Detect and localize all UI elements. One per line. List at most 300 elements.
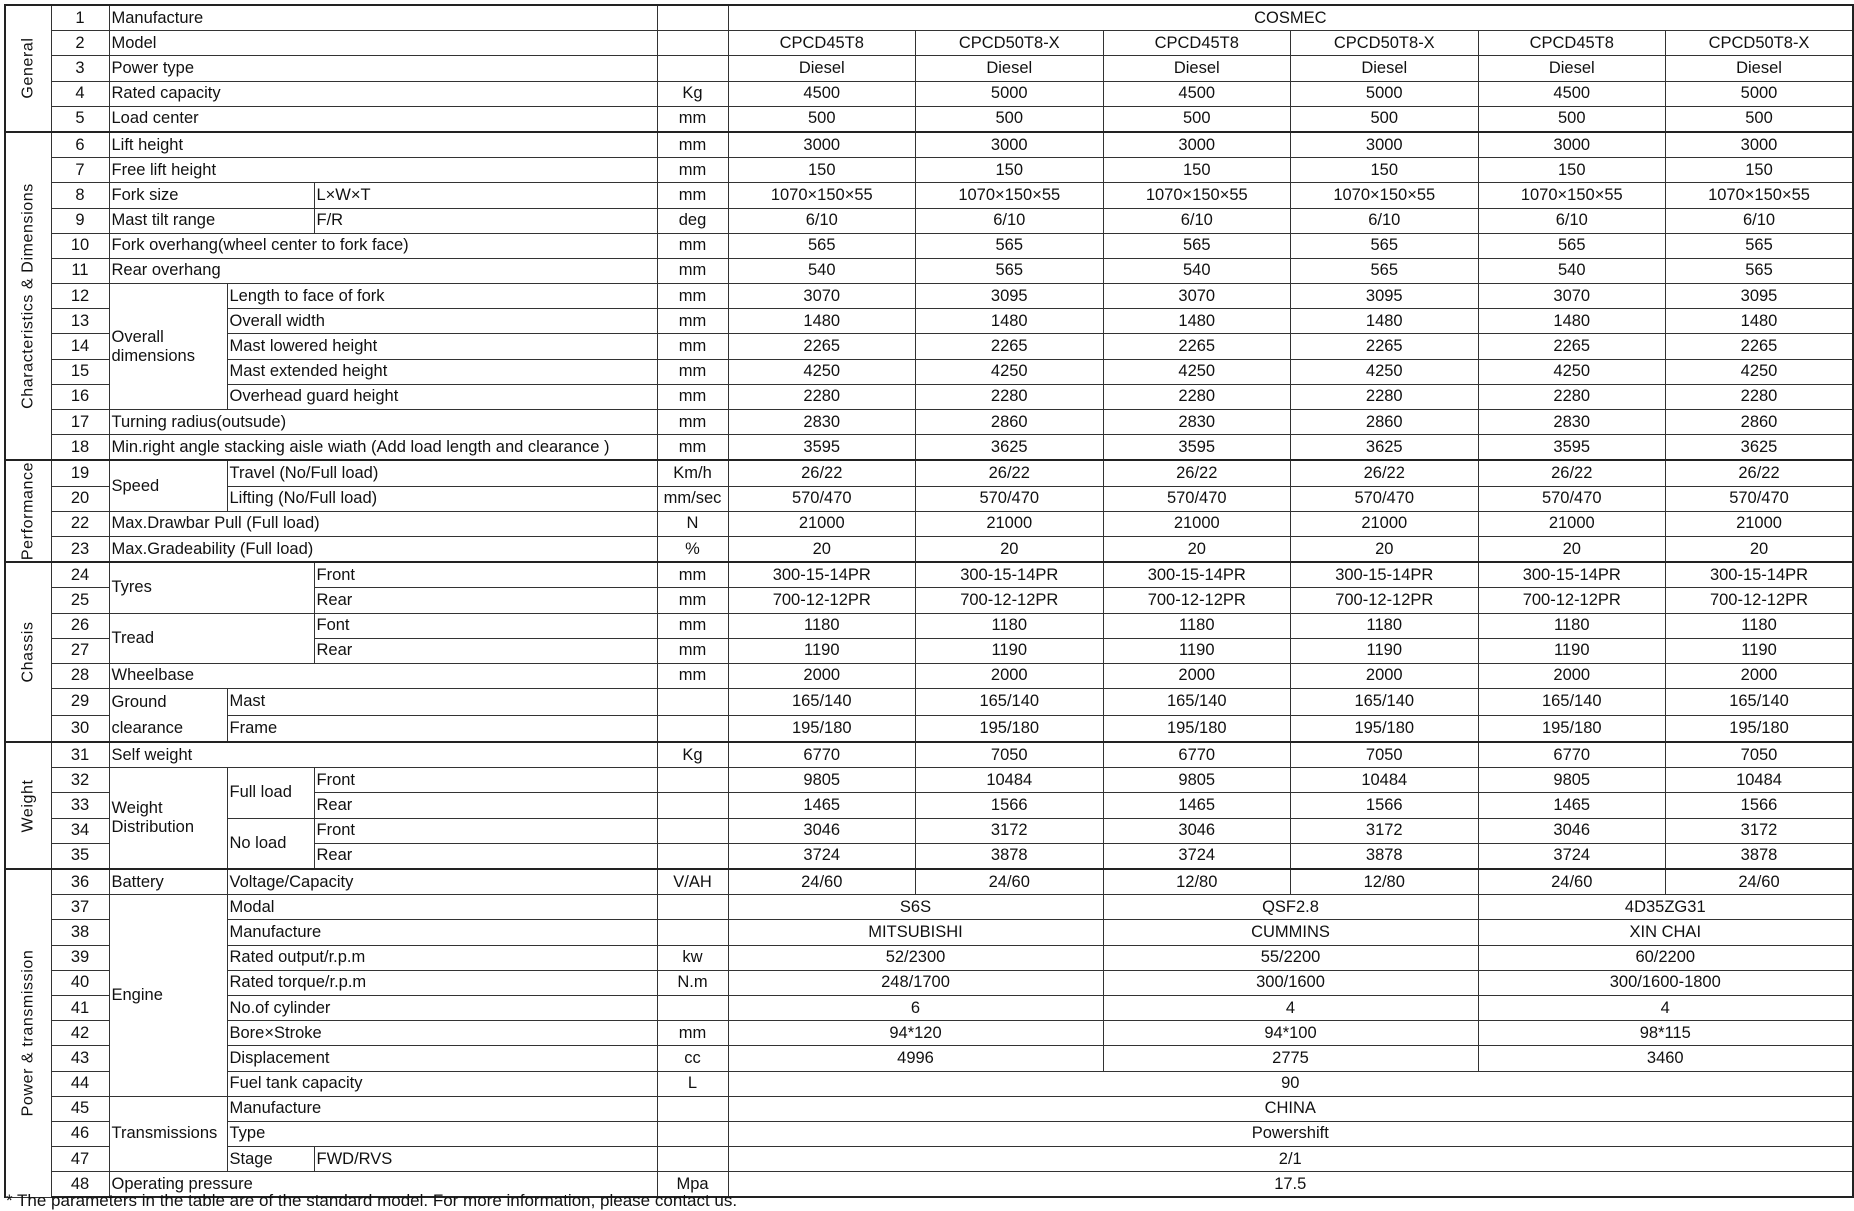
value-cell: 6/10	[728, 208, 916, 233]
value-cell: 1180	[728, 613, 916, 638]
row-number: 45	[51, 1096, 109, 1121]
row-number: 34	[51, 818, 109, 843]
parameter-label: Font	[314, 613, 657, 638]
value-cell: 3046	[1103, 818, 1291, 843]
unit-cell	[657, 31, 728, 56]
unit-cell: N	[657, 511, 728, 536]
parameter-label: Rear	[314, 638, 657, 663]
value-cell: 1180	[1478, 613, 1666, 638]
table-row	[5, 742, 1853, 768]
row-number: 16	[51, 384, 109, 409]
value-cell: 21000	[1103, 511, 1291, 536]
value-cell: Diesel	[1103, 56, 1291, 81]
value-cell: 2830	[1103, 410, 1291, 435]
value-cell: 2280	[728, 384, 916, 409]
row-number: 37	[51, 895, 109, 920]
table-row	[5, 158, 1853, 183]
table-row	[5, 334, 1853, 359]
value-cell: 165/140	[916, 689, 1104, 715]
value-cell: 10484	[1666, 768, 1854, 793]
unit-cell: mm	[657, 562, 728, 588]
parameter-label: Self weight	[109, 742, 657, 768]
value-cell: 1070×150×55	[1666, 183, 1854, 208]
value-cell: 150	[1666, 158, 1854, 183]
value-cell: 3070	[1103, 284, 1291, 309]
value-cell: 4500	[728, 81, 916, 106]
unit-cell: mm	[657, 309, 728, 334]
value-cell: 2000	[728, 663, 916, 688]
value-cell: 3595	[1103, 435, 1291, 461]
unit-cell: mm	[657, 1021, 728, 1046]
value-cell: 5000	[916, 81, 1104, 106]
parameter-label: Operating pressure	[109, 1172, 657, 1198]
parameter-label: Tyres	[109, 562, 314, 613]
value-cell: 26/22	[1291, 460, 1479, 486]
value-cell: 3095	[1666, 284, 1854, 309]
parameter-label: Mast tilt range	[109, 208, 314, 233]
row-number: 46	[51, 1121, 109, 1146]
value-cell: 1070×150×55	[728, 183, 916, 208]
value-cell: CPCD45T8	[1103, 31, 1291, 56]
row-number: 36	[51, 869, 109, 895]
value-cell: 20	[728, 536, 916, 562]
value-cell: 1070×150×55	[916, 183, 1104, 208]
row-number: 12	[51, 284, 109, 309]
value-cell: 12/80	[1291, 869, 1479, 895]
unit-cell	[657, 768, 728, 793]
value-cell: 6/10	[1291, 208, 1479, 233]
row-number: 20	[51, 486, 109, 511]
row-number: 38	[51, 920, 109, 945]
value-cell: 21000	[1478, 511, 1666, 536]
table-row	[5, 1121, 1853, 1146]
value-cell: 165/140	[1666, 689, 1854, 715]
parameter-label: Fork overhang(wheel center to fork face)	[109, 233, 657, 258]
unit-cell	[657, 689, 728, 715]
unit-cell: mm	[657, 359, 728, 384]
parameter-label: Lifting (No/Full load)	[227, 486, 657, 511]
unit-cell: deg	[657, 208, 728, 233]
row-number: 15	[51, 359, 109, 384]
unit-cell: mm	[657, 588, 728, 613]
value-cell: 21000	[728, 511, 916, 536]
value-cell: 3595	[728, 435, 916, 461]
parameter-label: Min.right angle stacking aisle wiath (Add load length and clearance )	[109, 435, 657, 461]
unit-cell	[657, 995, 728, 1020]
value-cell: 2265	[1478, 334, 1666, 359]
value-cell: 10484	[1291, 768, 1479, 793]
category-text: Weight	[19, 778, 37, 833]
value-cell: 165/140	[728, 689, 916, 715]
value-cell: 2830	[728, 410, 916, 435]
value-cell: 20	[916, 536, 1104, 562]
row-number: 5	[51, 106, 109, 132]
row-number: 19	[51, 460, 109, 486]
unit-cell	[657, 843, 728, 869]
row-number: 41	[51, 995, 109, 1020]
category-text: General	[19, 37, 37, 100]
value-cell: 3724	[1103, 843, 1291, 869]
row-number: 22	[51, 511, 109, 536]
parameter-label: Manufacture	[227, 1096, 657, 1121]
parameter-label: Travel (No/Full load)	[227, 460, 657, 486]
row-number: 13	[51, 309, 109, 334]
value-cell: 165/140	[1103, 689, 1291, 715]
parameter-label: Full load	[227, 768, 314, 818]
value-cell: 700-12-12PR	[1103, 588, 1291, 613]
row-number: 42	[51, 1021, 109, 1046]
row-number: 32	[51, 768, 109, 793]
value-cell: 570/470	[1478, 486, 1666, 511]
unit-cell: mm	[657, 132, 728, 158]
value-cell: 3095	[916, 284, 1104, 309]
parameter-label: Rear overhang	[109, 258, 657, 283]
row-number: 30	[51, 715, 109, 742]
row-number: 27	[51, 638, 109, 663]
value-cell: Diesel	[1291, 56, 1479, 81]
value-cell: 195/180	[1103, 715, 1291, 742]
table-row	[5, 81, 1853, 106]
table-row	[5, 511, 1853, 536]
value-cell: 1480	[1103, 309, 1291, 334]
value-cell: 6/10	[1666, 208, 1854, 233]
value-cell: 300-15-14PR	[1291, 562, 1479, 588]
table-row	[5, 920, 1853, 945]
value-cell: 2000	[916, 663, 1104, 688]
value-cell: 3172	[1666, 818, 1854, 843]
value-cell: 195/180	[1291, 715, 1479, 742]
table-row	[5, 410, 1853, 435]
table-row	[5, 106, 1853, 132]
table-row	[5, 233, 1853, 258]
value-cell: Diesel	[1666, 56, 1854, 81]
value-cell: 2280	[1291, 384, 1479, 409]
value-cell: 1180	[1291, 613, 1479, 638]
value-cell: 3000	[1478, 132, 1666, 158]
value-cell: 20	[1103, 536, 1291, 562]
value-cell: 1180	[916, 613, 1104, 638]
unit-cell	[657, 5, 728, 31]
value-cell: 565	[1478, 233, 1666, 258]
table-row	[5, 818, 1853, 843]
parameter-label: Tread	[109, 613, 314, 663]
value-cell: 26/22	[728, 460, 916, 486]
value-cell: 26/22	[1478, 460, 1666, 486]
value-cell: 565	[728, 233, 916, 258]
value-cell: 700-12-12PR	[1291, 588, 1479, 613]
value-cell: CPCD50T8-X	[916, 31, 1104, 56]
value-cell: CPCD45T8	[728, 31, 916, 56]
value-cell: 570/470	[1291, 486, 1479, 511]
value-cell: 6	[728, 995, 1103, 1020]
table-row	[5, 945, 1853, 970]
value-cell: 1465	[728, 793, 916, 818]
value-cell: 94*100	[1103, 1021, 1478, 1046]
value-cell: 1480	[1666, 309, 1854, 334]
value-cell: 3000	[1291, 132, 1479, 158]
value-cell: 4	[1103, 995, 1478, 1020]
value-cell: 9805	[1103, 768, 1291, 793]
table-row	[5, 1046, 1853, 1071]
table-row	[5, 31, 1853, 56]
value-cell: 20	[1291, 536, 1479, 562]
value-cell: 55/2200	[1103, 945, 1478, 970]
parameter-label: Overall width	[227, 309, 657, 334]
value-cell: 1465	[1478, 793, 1666, 818]
value-cell: 700-12-12PR	[728, 588, 916, 613]
value-cell: CPCD50T8-X	[1666, 31, 1854, 56]
table-row	[5, 715, 1853, 742]
unit-cell	[657, 818, 728, 843]
value-cell: 300-15-14PR	[1666, 562, 1854, 588]
parameter-label: Load center	[109, 106, 657, 132]
value-cell: 1480	[1291, 309, 1479, 334]
value-cell: 1190	[728, 638, 916, 663]
value-cell: 3724	[728, 843, 916, 869]
category-text: Chassis	[19, 621, 37, 683]
value-cell: 2280	[916, 384, 1104, 409]
value-cell: 3046	[728, 818, 916, 843]
value-cell: CPCD50T8-X	[1291, 31, 1479, 56]
value-cell: 1190	[1666, 638, 1854, 663]
table-row	[5, 132, 1853, 158]
value-cell: 3625	[1291, 435, 1479, 461]
row-number: 47	[51, 1147, 109, 1172]
parameter-label: Transmissions	[109, 1096, 227, 1172]
unit-cell: V/AH	[657, 869, 728, 895]
value-cell: 700-12-12PR	[1478, 588, 1666, 613]
value-cell: 98*115	[1478, 1021, 1853, 1046]
value-cell: 300-15-14PR	[1103, 562, 1291, 588]
parameter-label: No.of cylinder	[227, 995, 657, 1020]
unit-cell: Km/h	[657, 460, 728, 486]
value-cell: 2000	[1291, 663, 1479, 688]
parameter-label: Engine	[109, 895, 227, 1097]
category-label	[5, 132, 51, 460]
value-cell: 570/470	[916, 486, 1104, 511]
value-cell: 3724	[1478, 843, 1666, 869]
table-row	[5, 562, 1853, 588]
row-number: 14	[51, 334, 109, 359]
table-row	[5, 284, 1853, 309]
parameter-label: Max.Drawbar Pull (Full load)	[109, 511, 657, 536]
row-number: 25	[51, 588, 109, 613]
value-cell: 24/60	[1478, 869, 1666, 895]
parameter-label: Rear	[314, 793, 657, 818]
unit-cell: mm	[657, 284, 728, 309]
row-number: 4	[51, 81, 109, 106]
value-cell: Powershift	[728, 1121, 1853, 1146]
value-cell: Diesel	[728, 56, 916, 81]
unit-cell: mm	[657, 613, 728, 638]
parameter-label: Max.Gradeability (Full load)	[109, 536, 657, 562]
category-text: Power & transmission	[19, 950, 37, 1117]
value-cell: 4250	[916, 359, 1104, 384]
table-row	[5, 183, 1853, 208]
value-cell: 150	[1478, 158, 1666, 183]
table-row	[5, 1021, 1853, 1046]
parameter-label: Rated torque/r.p.m	[227, 970, 657, 995]
unit-cell: mm	[657, 334, 728, 359]
table-row	[5, 384, 1853, 409]
row-number: 3	[51, 56, 109, 81]
unit-cell: mm	[657, 158, 728, 183]
value-cell: CPCD45T8	[1478, 31, 1666, 56]
table-row	[5, 258, 1853, 283]
value-cell: 300-15-14PR	[728, 562, 916, 588]
unit-cell: cc	[657, 1046, 728, 1071]
value-cell: 3625	[1666, 435, 1854, 461]
parameter-label: Lift height	[109, 132, 657, 158]
footnote: * The parameters in the table are of the standard model. For more information, please contact us.	[6, 1191, 738, 1210]
value-cell: 1190	[1103, 638, 1291, 663]
value-cell: 9805	[1478, 768, 1666, 793]
value-cell: 570/470	[1103, 486, 1291, 511]
row-number: 40	[51, 970, 109, 995]
parameter-label: Rated output/r.p.m	[227, 945, 657, 970]
value-cell: 1070×150×55	[1103, 183, 1291, 208]
value-cell: 300-15-14PR	[1478, 562, 1666, 588]
value-cell: 195/180	[728, 715, 916, 742]
unit-cell	[657, 1121, 728, 1146]
value-cell: 3000	[1666, 132, 1854, 158]
value-cell: 20	[1478, 536, 1666, 562]
parameter-label: Manufacture	[227, 920, 657, 945]
parameter-label: Rear	[314, 588, 657, 613]
parameter-label: Displacement	[227, 1046, 657, 1071]
value-cell: 4500	[1103, 81, 1291, 106]
value-cell: 21000	[1666, 511, 1854, 536]
table-row	[5, 995, 1853, 1020]
row-number: 7	[51, 158, 109, 183]
value-cell: 3878	[1291, 843, 1479, 869]
parameter-label: Overhead guard height	[227, 384, 657, 409]
value-cell: 9805	[728, 768, 916, 793]
table-row	[5, 689, 1853, 715]
value-cell: 195/180	[1666, 715, 1854, 742]
parameter-label: FWD/RVS	[314, 1147, 657, 1172]
unit-cell	[657, 920, 728, 945]
value-cell: 500	[1103, 106, 1291, 132]
value-cell: 300/1600	[1103, 970, 1478, 995]
parameter-label: Type	[227, 1121, 657, 1146]
unit-cell: kw	[657, 945, 728, 970]
value-cell: 10484	[916, 768, 1104, 793]
table-row	[5, 663, 1853, 688]
value-cell: 2860	[916, 410, 1104, 435]
value-cell: 4250	[1291, 359, 1479, 384]
value-cell: MITSUBISHI	[728, 920, 1103, 945]
table-row	[5, 435, 1853, 461]
value-cell: 1480	[916, 309, 1104, 334]
parameter-label: Ground clearance	[109, 689, 227, 743]
value-cell: 565	[916, 258, 1104, 283]
parameter-label: Turning radius(outsude)	[109, 410, 657, 435]
value-cell: 17.5	[728, 1172, 1853, 1198]
parameter-label: Overall dimensions	[109, 284, 227, 410]
value-cell: 700-12-12PR	[1666, 588, 1854, 613]
parameter-label: Fork size	[109, 183, 314, 208]
category-label	[5, 5, 51, 132]
value-cell: 24/60	[1666, 869, 1854, 895]
unit-cell	[657, 895, 728, 920]
parameter-label: Length to face of fork	[227, 284, 657, 309]
row-number: 33	[51, 793, 109, 818]
value-cell: 3000	[728, 132, 916, 158]
unit-cell	[657, 1096, 728, 1121]
row-number: 26	[51, 613, 109, 638]
table-row	[5, 613, 1853, 638]
value-cell: Diesel	[1478, 56, 1666, 81]
value-cell: 2860	[1666, 410, 1854, 435]
unit-cell: mm/sec	[657, 486, 728, 511]
value-cell: 21000	[1291, 511, 1479, 536]
table-row	[5, 768, 1853, 793]
value-cell: 165/140	[1291, 689, 1479, 715]
unit-cell	[657, 715, 728, 742]
table-row	[5, 208, 1853, 233]
value-cell: 26/22	[1666, 460, 1854, 486]
category-text: Characteristics & Dimensions	[19, 183, 37, 410]
parameter-label: Fuel tank capacity	[227, 1071, 657, 1096]
row-number: 11	[51, 258, 109, 283]
value-cell: 6770	[1478, 742, 1666, 768]
value-cell: 500	[916, 106, 1104, 132]
row-number: 18	[51, 435, 109, 461]
value-cell: 565	[1666, 258, 1854, 283]
value-cell: 565	[916, 233, 1104, 258]
value-cell: 565	[1666, 233, 1854, 258]
table-row	[5, 1096, 1853, 1121]
table-row	[5, 970, 1853, 995]
unit-cell	[657, 793, 728, 818]
unit-cell: mm	[657, 258, 728, 283]
value-cell: 165/140	[1478, 689, 1666, 715]
row-number: 31	[51, 742, 109, 768]
value-cell: 7050	[916, 742, 1104, 768]
value-cell: 500	[1478, 106, 1666, 132]
value-cell: 3000	[1103, 132, 1291, 158]
value-cell: 1465	[1103, 793, 1291, 818]
value-cell: 1190	[916, 638, 1104, 663]
value-cell: 150	[1291, 158, 1479, 183]
value-cell: 1566	[1291, 793, 1479, 818]
value-cell: 6/10	[916, 208, 1104, 233]
value-cell: 3460	[1478, 1046, 1853, 1071]
value-cell: 7050	[1666, 742, 1854, 768]
value-cell: 6/10	[1478, 208, 1666, 233]
value-cell: 2265	[1103, 334, 1291, 359]
value-cell: 3172	[916, 818, 1104, 843]
unit-cell: mm	[657, 410, 728, 435]
value-cell: 3046	[1478, 818, 1666, 843]
table-row	[5, 309, 1853, 334]
value-cell: 6770	[1103, 742, 1291, 768]
value-cell: 2775	[1103, 1046, 1478, 1071]
parameter-label: Frame	[227, 715, 657, 742]
row-number: 1	[51, 5, 109, 31]
value-cell: 2860	[1291, 410, 1479, 435]
value-cell: 2/1	[728, 1147, 1853, 1172]
value-cell: 1070×150×55	[1291, 183, 1479, 208]
row-number: 17	[51, 410, 109, 435]
unit-cell: mm	[657, 183, 728, 208]
value-cell: 3595	[1478, 435, 1666, 461]
table-row	[5, 536, 1853, 562]
parameter-label: Front	[314, 562, 657, 588]
table-row	[5, 460, 1853, 486]
value-cell: 2000	[1103, 663, 1291, 688]
